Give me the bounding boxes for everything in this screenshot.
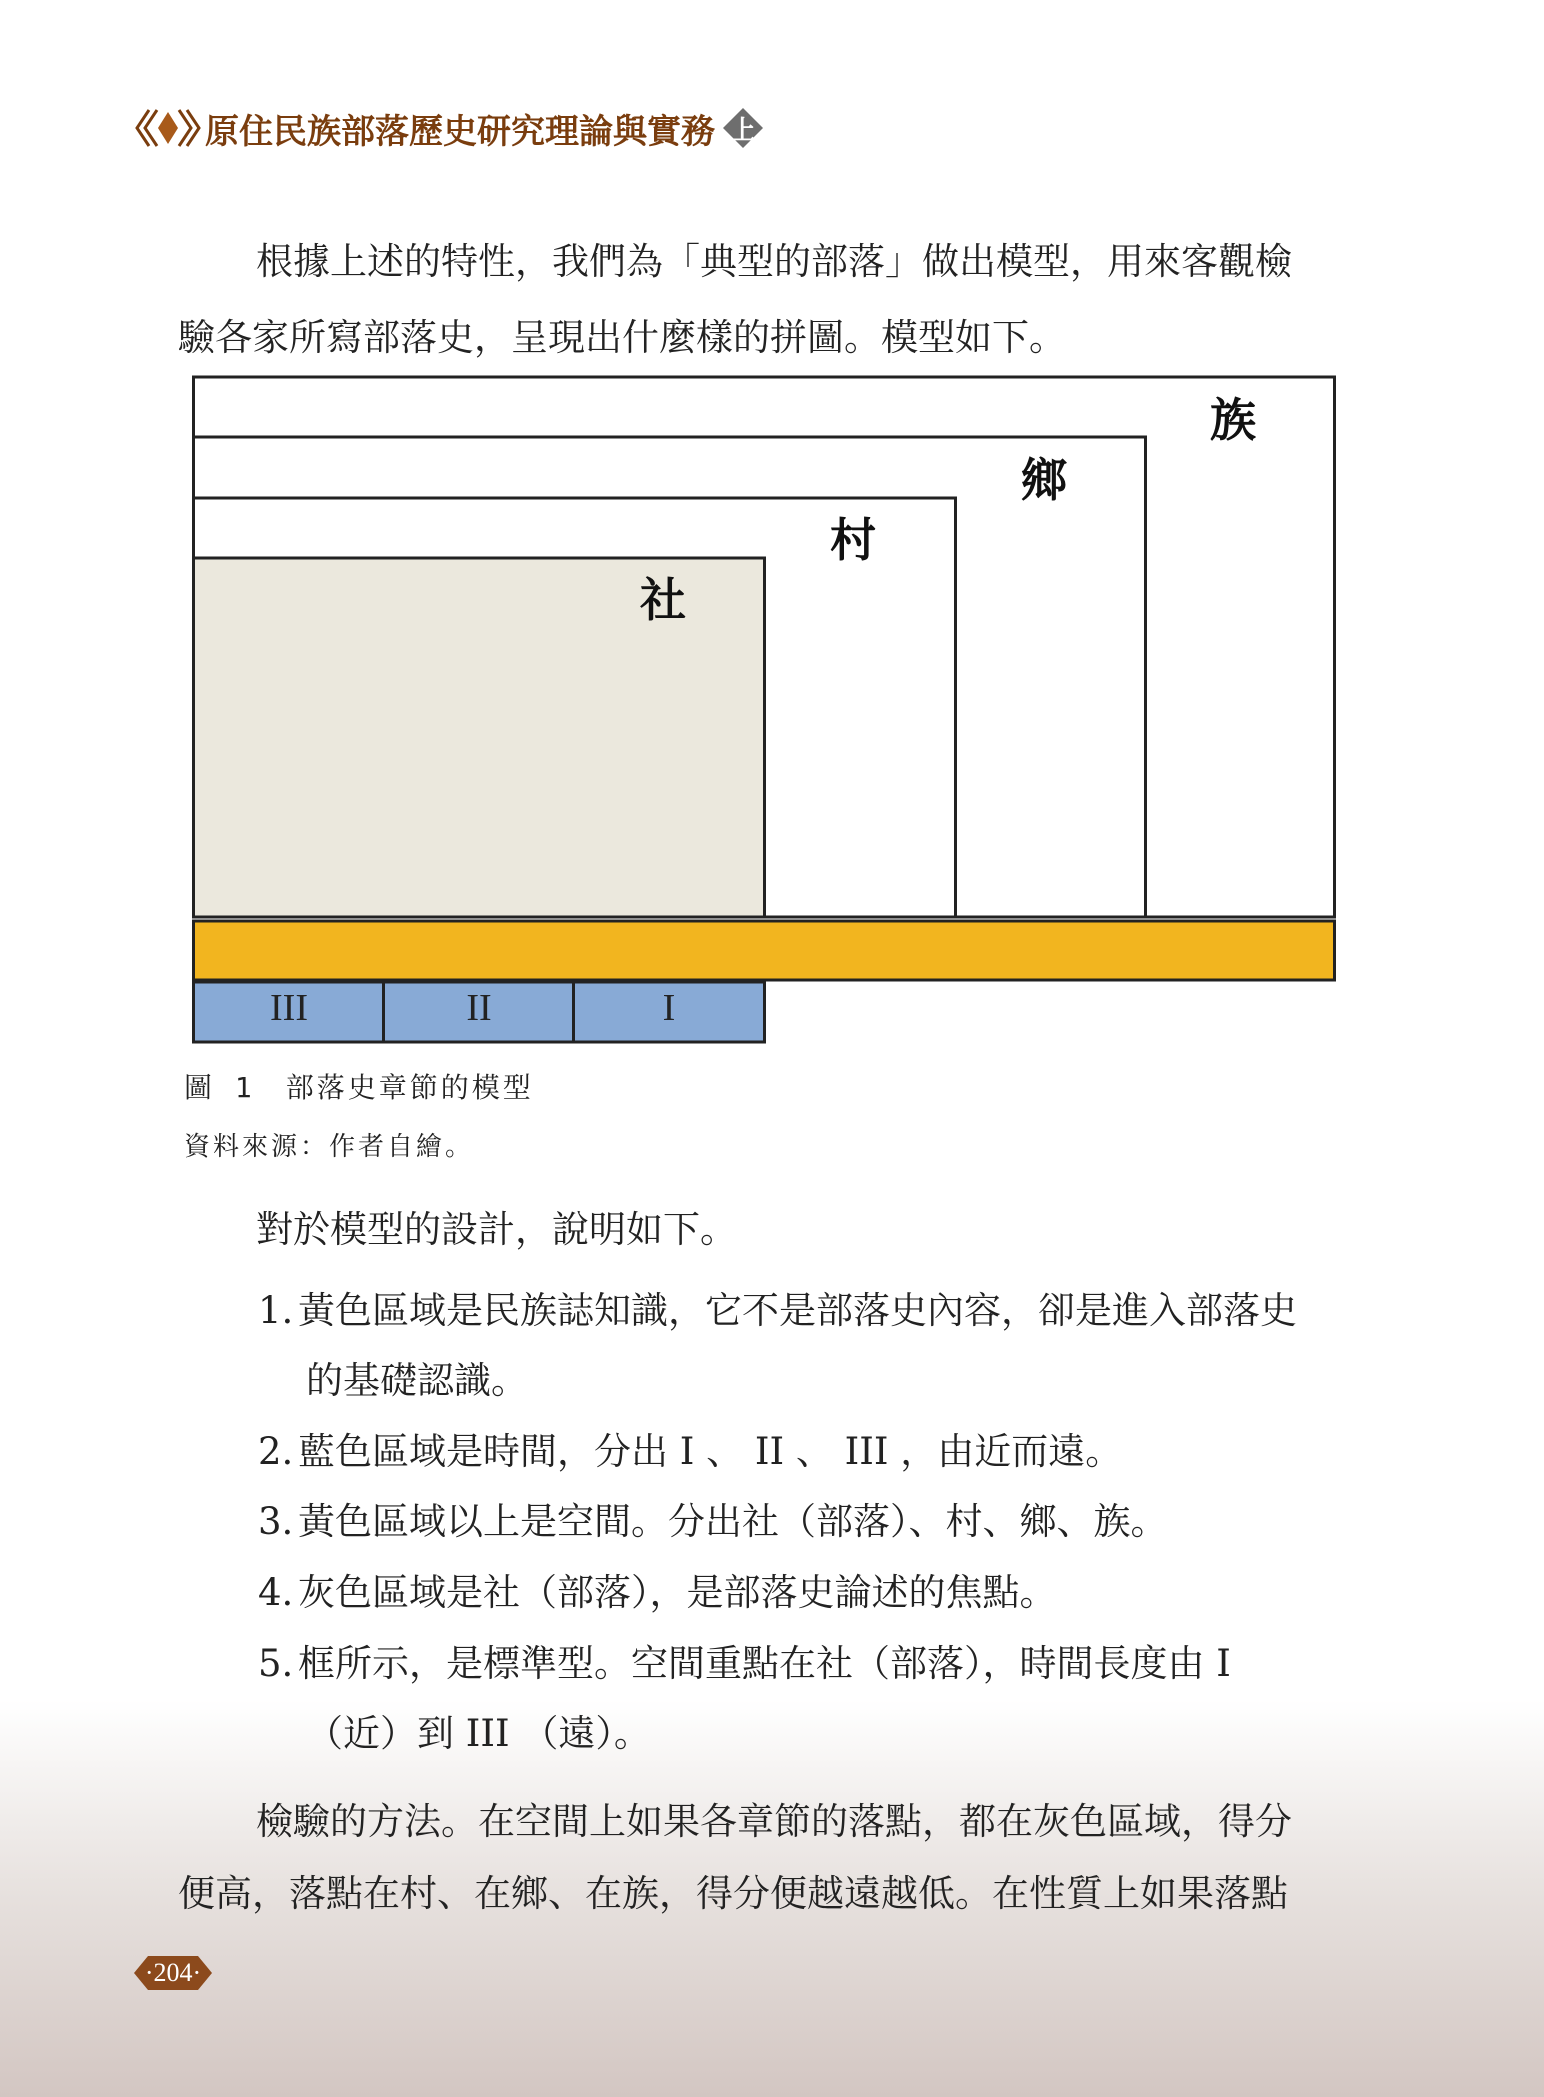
list-num: 1. — [258, 1289, 294, 1332]
method-line-1: 檢驗的方法。在空間上如果各章節的落點，都在灰色區域，得分 — [256, 1800, 1292, 1843]
list-text: 框所示，是標準型。空間重點在社（部落），時間長度由 I — [298, 1642, 1231, 1685]
page-number: ·204· — [144, 1958, 202, 1987]
time-label-i: I — [662, 987, 676, 1029]
list-text: 黃色區域以上是空間。分出社（部落）、村、鄉、族。 — [298, 1500, 1168, 1543]
list-item-2 — [258, 1417, 1354, 1487]
page-number-badge — [134, 1956, 212, 1990]
time-label-ii: II — [466, 987, 492, 1029]
label-cun: 村 — [830, 513, 876, 567]
list-item-3 — [258, 1487, 1354, 1557]
label-zu: 族 — [1210, 393, 1256, 447]
method-line-2: 便高，落點在村、在鄉、在族，得分便越遠越低。在性質上如果落點 — [178, 1872, 1288, 1915]
label-she: 社 — [640, 573, 686, 627]
intro-line-1: 根據上述的特性，我們為「典型的部落」做出模型，用來客觀檢 — [256, 240, 1292, 283]
list-item-5 — [258, 1629, 1354, 1699]
explain-intro: 對於模型的設計，說明如下。 — [256, 1208, 737, 1251]
diamond-ornament-icon — [135, 100, 201, 156]
list-item-1-cont: 的基礎認識。 — [306, 1359, 528, 1402]
time-label-iii: III — [270, 987, 308, 1029]
list-text: 黃色區域是民族誌知識，它不是部落史內容，卻是進入部落史 — [298, 1289, 1297, 1332]
list-num: 3. — [258, 1500, 294, 1543]
list-item-4 — [258, 1558, 1354, 1628]
volume-badge — [721, 106, 765, 150]
volume-label: 上 — [729, 115, 756, 146]
list-num: 2. — [258, 1430, 294, 1473]
ethnography-band — [194, 921, 1335, 980]
list-text: 灰色區域是社（部落），是部落史論述的焦點。 — [298, 1571, 1057, 1614]
intro-line-2: 驗各家所寫部落史，呈現出什麼樣的拼圖。模型如下。 — [178, 316, 1066, 359]
figure-caption: 圖 1 部落史章節的模型 — [184, 1071, 534, 1104]
label-xiang: 鄉 — [1021, 453, 1067, 507]
list-num: 5. — [258, 1642, 294, 1685]
list-num: 4. — [258, 1571, 294, 1614]
tribe-model-figure — [192, 374, 1336, 1044]
figure-source: 資料來源：作者自繪。 — [184, 1132, 475, 1162]
running-header — [135, 100, 765, 156]
list-item-5-cont: （近）到 III （遠）。 — [306, 1712, 651, 1755]
list-text: 藍色區域是時間，分出 I 、 II 、 III ，由近而遠。 — [298, 1430, 1123, 1473]
book-title: 原住民族部落歷史研究理論與實務 — [205, 111, 715, 152]
list-item-1 — [258, 1276, 1354, 1346]
